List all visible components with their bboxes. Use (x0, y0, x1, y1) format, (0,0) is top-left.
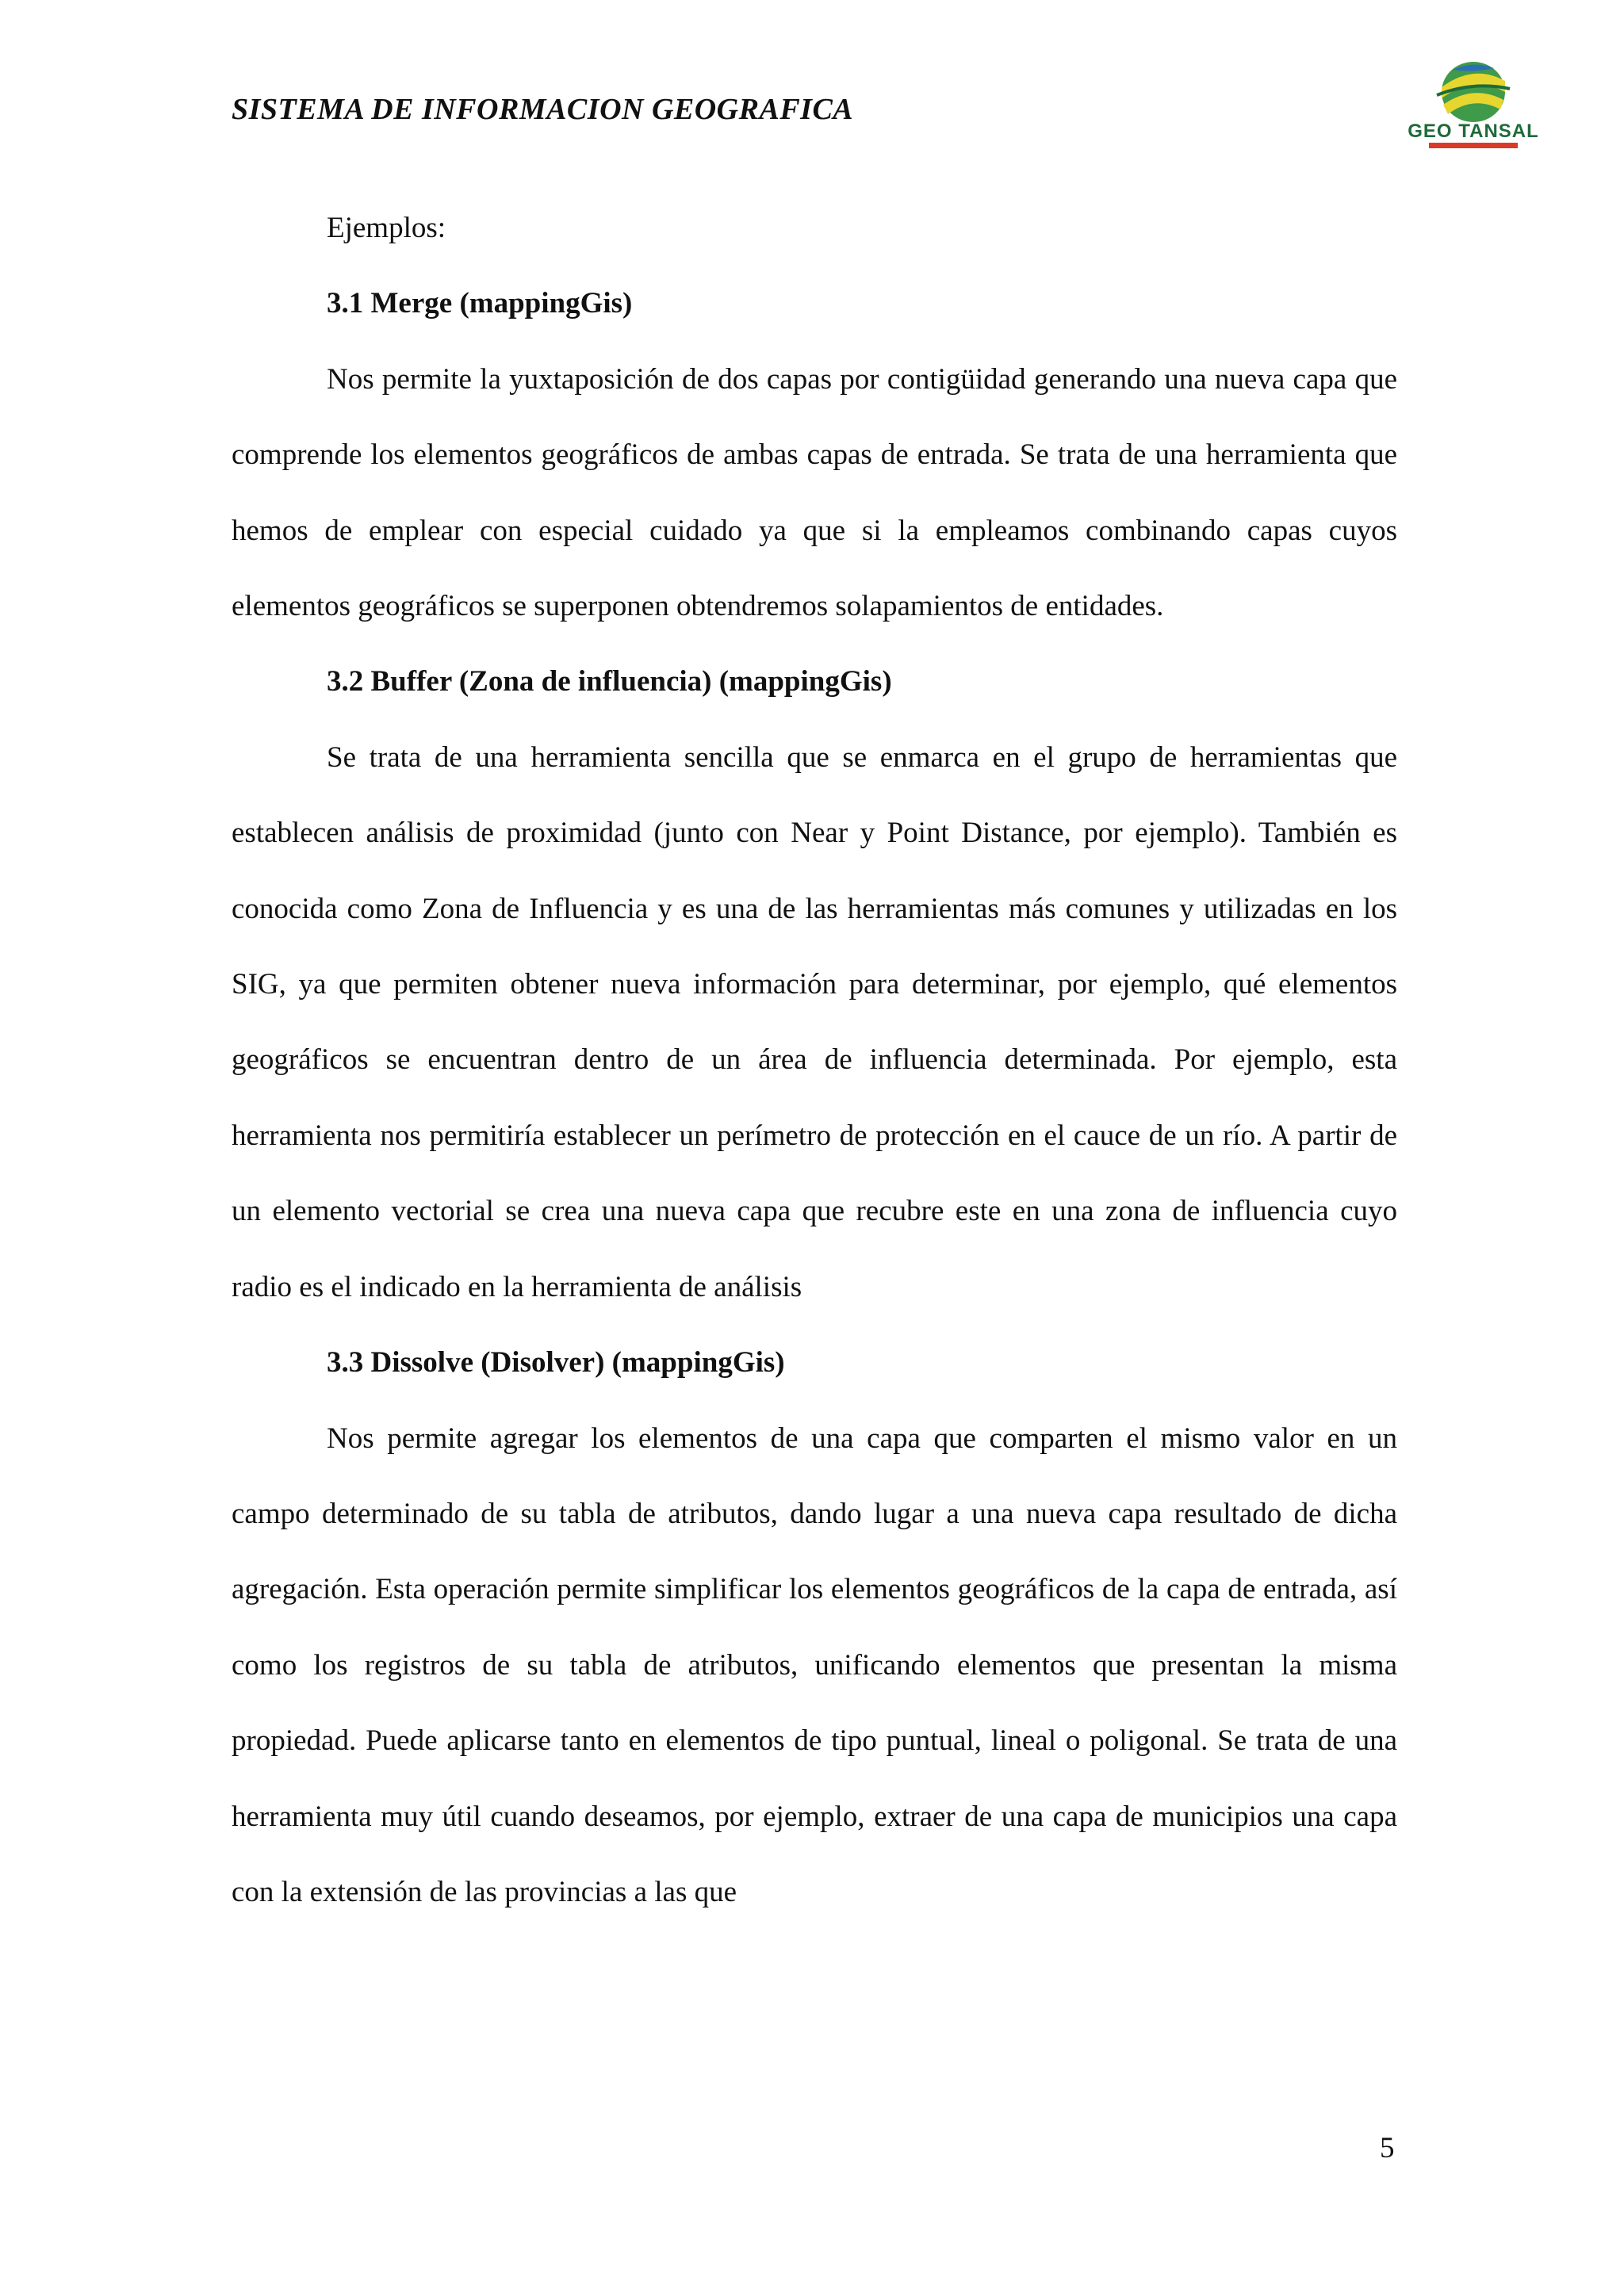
geo-tansal-logo (1389, 57, 1557, 160)
section-title-buffer: 3.2 Buffer (Zona de influencia) (mappingGis) (327, 665, 892, 698)
page-number: 5 (1380, 2132, 1395, 2164)
section-body-merge: Nos permite la yuxtaposición de dos capas por contigüidad generando una nueva capa que comprende los elementos geográficos de ambas capas de entrada. Se trata de una herramienta que hemos de emplear con especial cuidado ya que si la empleamos combinando capas cuyos elementos geográficos se superponen obtendremos solapamientos de entidades. (232, 362, 1397, 623)
section-title-merge: 3.1 Merge (mappingGis) (327, 287, 633, 320)
section-body-buffer: Se trata de una herramienta sencilla que se enmarca en el grupo de herramientas que establecen análisis de proximidad (junto con Near y Point Distance, por ejemplo). También es conocida como Zona de Influencia y es una de las herramientas más comunes y utilizadas en los SIG, ya que permiten obtener nueva información para determinar, por ejemplo, qué elementos geográficos se encuentran dentro de un área de influencia determinada. Por ejemplo, esta herramienta nos permitiría establecer un perímetro de protección en el cauce de un río. A partir de un elemento vectorial se crea una nueva capa que recubre este en una zona de influencia cuyo radio es el indicado en la herramienta de análisis (232, 740, 1397, 1303)
globe-logo-icon (1389, 57, 1557, 124)
logo-text: GEO TANSAL (1408, 121, 1539, 142)
logo-underline (1429, 143, 1518, 148)
section-body-dissolve: Nos permite agregar los elementos de una capa que comparten el mismo valor en un campo determinado de su tabla de atributos, dando lugar a una nueva capa resultado de dicha agregación. Esta operación permite simplificar los elementos geográficos de la capa de entrada, así como los registros de su tabla de atributos, unificando elementos que presentan la misma propiedad. Puede aplicarse tanto en elementos de tipo puntual, lineal o poligonal. Se trata de una herramienta muy útil cuando deseamos, por ejemplo, extraer de una capa de municipios una capa con la extensión de las provincias a las que (232, 1422, 1397, 1908)
intro-label: Ejemplos: (327, 212, 446, 244)
document-body (232, 190, 1397, 1930)
section-title-dissolve: 3.3 Dissolve (Disolver) (mappingGis) (327, 1346, 785, 1380)
running-header: SISTEMA DE INFORMACION GEOGRAFICA (232, 93, 854, 126)
